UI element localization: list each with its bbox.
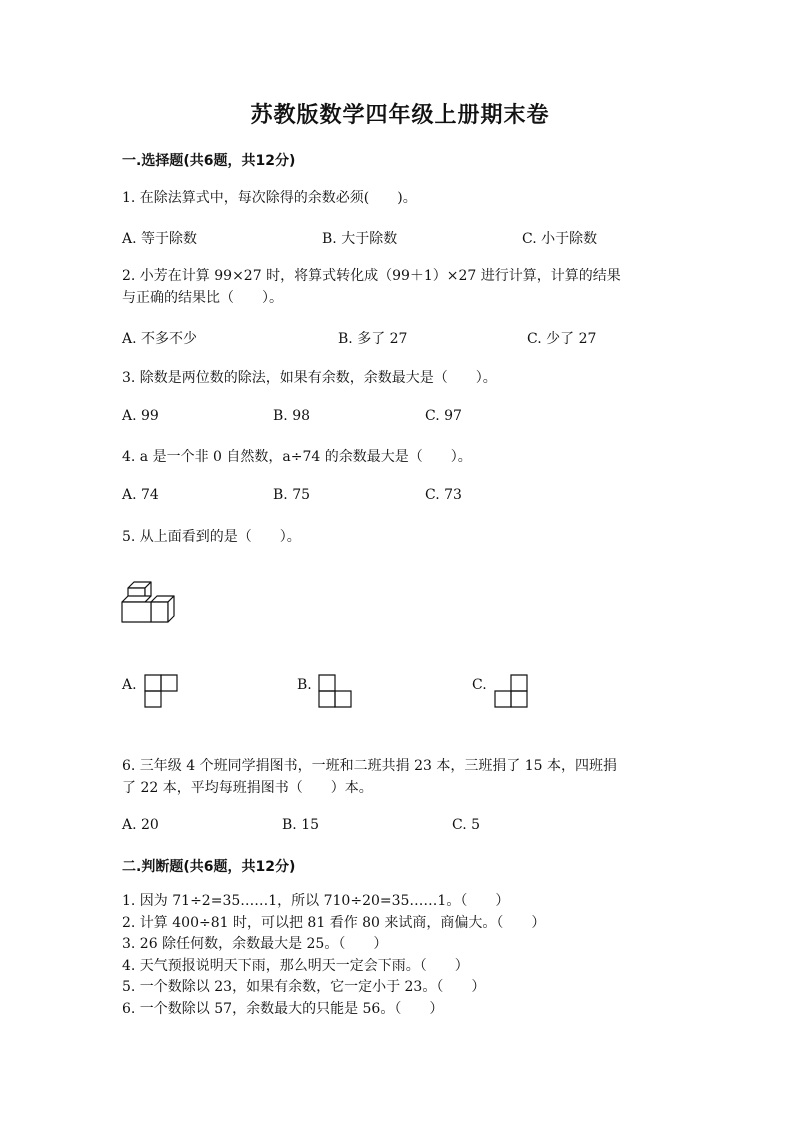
q5-option-c: C. [472,677,487,693]
judgement-item-1: 1. 因为 71÷2=35……1，所以 710÷20=35……1。（ ） [122,893,510,909]
question-4: 4. a 是一个非 0 自然数，a÷74 的余数最大是（ ）。 [122,449,472,465]
q5-option-c-figure [494,674,528,708]
question-2-line-2: 与正确的结果比（ ）。 [122,290,283,306]
judgement-item-6: 6. 一个数除以 57，余数最大的只能是 56。（ ） [122,1001,444,1017]
q4-option-a: A. 74 [122,487,159,503]
q6-option-c: C. 5 [452,817,481,833]
q1-option-a: A. 等于除数 [122,231,198,247]
question-6-line-1: 6. 三年级 4 个班同学捐图书，一班和二班共捐 23 本，三班捐了 15 本，四班捐 [122,758,618,774]
q5-option-a: A. [122,677,137,693]
question-1: 1. 在除法算式中，每次除得的余数必须( )。 [122,190,417,206]
question-6-line-2: 了 22 本，平均每班捐图书（ ）本。 [122,780,373,796]
judgement-item-3: 3. 26 除任何数，余数最大是 25。（ ） [122,936,388,952]
q2-option-a: A. 不多不少 [122,331,198,347]
q2-option-c: C. 少了 27 [527,331,597,347]
q6-option-b: B. 15 [282,817,320,833]
q3-option-c: C. 97 [425,408,462,424]
q2-option-b: B. 多了 27 [338,331,408,347]
judgement-item-2: 2. 计算 400÷81 时，可以把 81 看作 80 来试商，商偏大。（ ） [122,915,546,931]
section-heading-judgement: 二.判断题(共6题，共12分) [122,859,296,875]
q1-option-c: C. 小于除数 [522,231,598,247]
q3-option-b: B. 98 [273,408,311,424]
q5-option-a-figure [144,674,178,708]
cube-stack-figure [120,580,182,626]
q4-option-b: B. 75 [273,487,311,503]
q1-option-b: B. 大于除数 [322,231,398,247]
judgement-item-4: 4. 天气预报说明天下雨，那么明天一定会下雨。（ ） [122,958,469,974]
q6-option-a: A. 20 [122,817,159,833]
page-title: 苏教版数学四年级上册期末卷 [250,102,550,128]
question-2-line-1: 2. 小芳在计算 99×27 时，将算式转化成（99＋1）×27 进行计算，计算的结果 [122,268,621,284]
section-heading-choice: 一.选择题(共6题，共12分) [122,153,296,169]
judgement-item-5: 5. 一个数除以 23，如果有余数，它一定小于 23。（ ） [122,979,486,995]
q3-option-a: A. 99 [122,408,159,424]
question-5: 5. 从上面看到的是（ ）。 [122,529,301,545]
q5-option-b: B. [297,677,312,693]
q5-option-b-figure [318,674,352,708]
q4-option-c: C. 73 [425,487,462,503]
question-3: 3. 除数是两位数的除法，如果有余数，余数最大是（ ）。 [122,370,497,386]
